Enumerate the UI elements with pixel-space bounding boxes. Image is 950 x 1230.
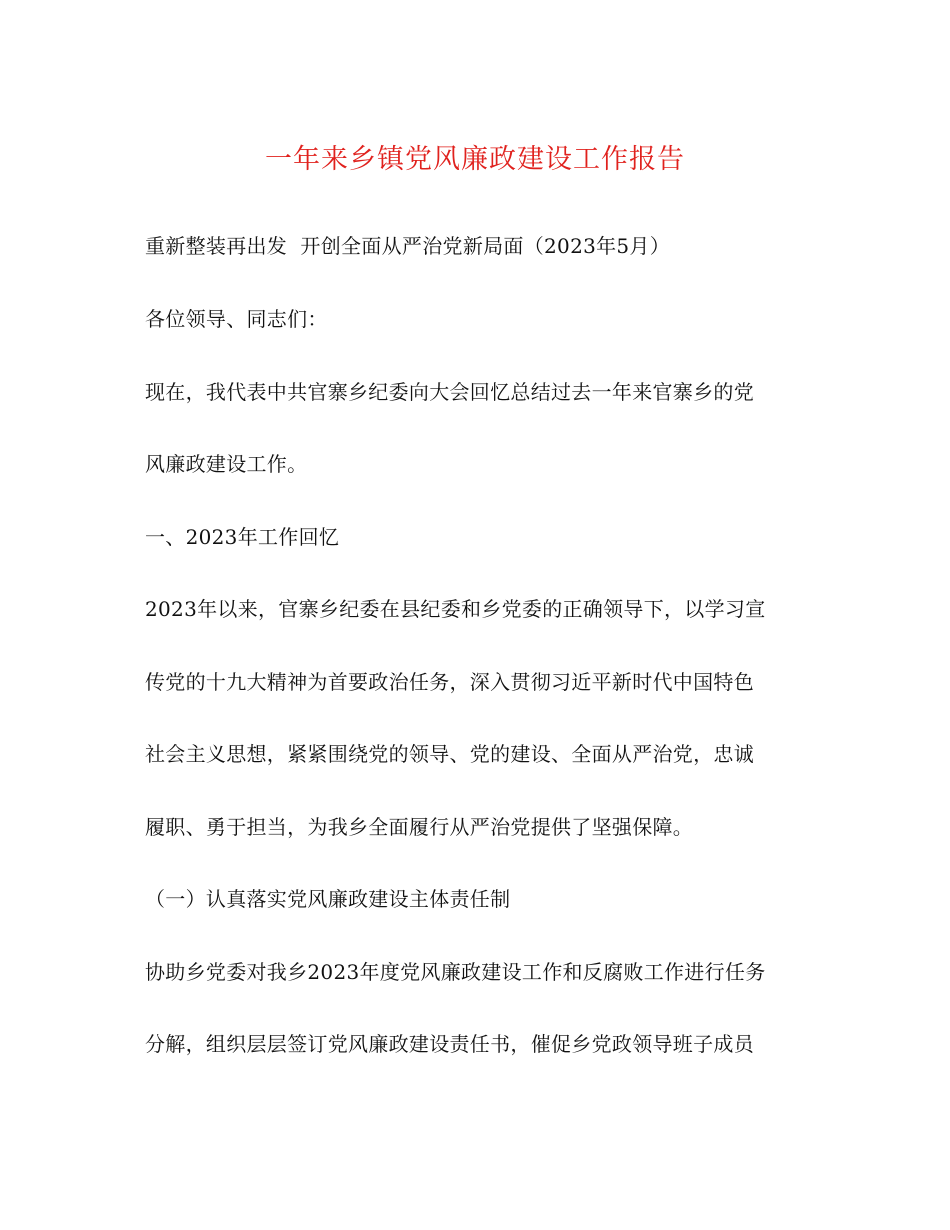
body-line: 协助乡党委对我乡2023年度党风廉政建设工作和反腐败工作进行任务: [145, 960, 766, 984]
body-line: 2023年以来，官寨乡纪委在县纪委和乡党委的正确领导下，以学习宣: [145, 597, 766, 621]
salutation-line: 各位领导、同志们：: [145, 307, 328, 331]
body-line: 风廉政建设工作。: [145, 452, 308, 476]
section-heading: 一、2023年工作回忆: [145, 525, 340, 549]
document-title: 一年来乡镇党风廉政建设工作报告: [265, 144, 685, 175]
body-line: 社会主义思想，紧紧围绕党的领导、党的建设、全面从严治党，忠诚: [145, 742, 754, 766]
subtitle-line: 重新整装再出发 开创全面从严治党新局面（2023年5月）: [145, 234, 671, 258]
body-line: 现在，我代表中共官寨乡纪委向大会回忆总结过去一年来官寨乡的党: [145, 380, 754, 404]
body-line: 传党的十九大精神为首要政治任务，深入贯彻习近平新时代中国特色: [145, 670, 754, 694]
body-line: 履职、勇于担当，为我乡全面履行从严治党提供了坚强保障。: [145, 815, 694, 839]
subsection-heading: （一）认真落实党风廉政建设主体责任制: [145, 887, 511, 911]
body-line: 分解，组织层层签订党风廉政建设责任书，催促乡党政领导班子成员: [145, 1032, 754, 1056]
